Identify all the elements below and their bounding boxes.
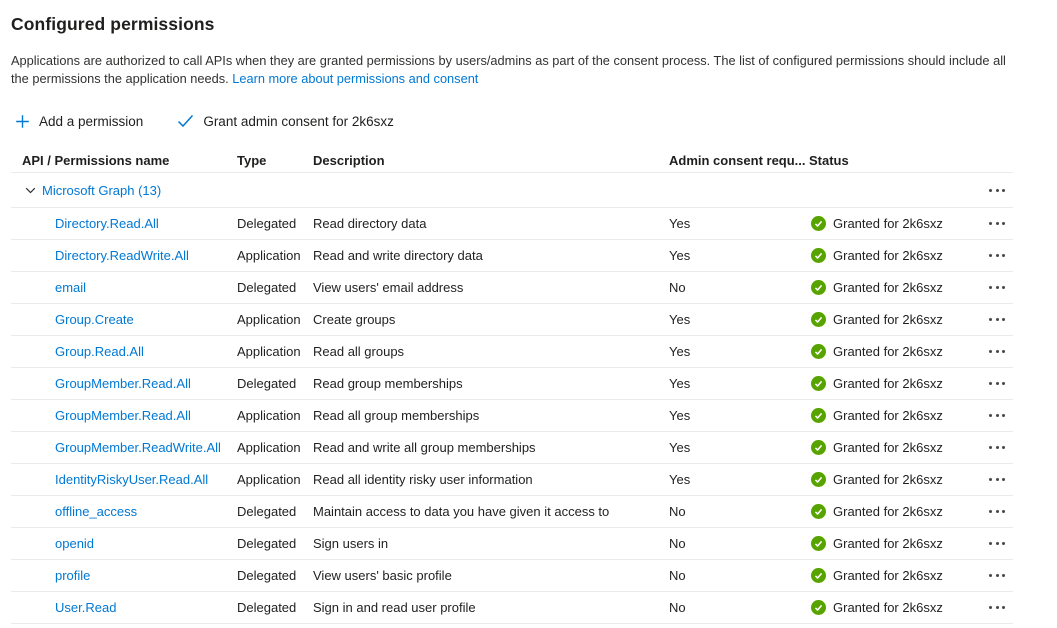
- admin-consent-required: Yes: [669, 376, 691, 391]
- row-menu-cell: [981, 504, 1013, 519]
- row-menu-cell: [981, 600, 1013, 615]
- command-bar: [11, 109, 1012, 133]
- ellipsis-icon[interactable]: [985, 568, 1009, 583]
- table-row: [11, 592, 1013, 624]
- admin-consent-required: Yes: [669, 248, 691, 263]
- ellipsis-icon[interactable]: [985, 472, 1009, 487]
- plus-icon: [15, 114, 30, 129]
- ellipsis-icon[interactable]: [985, 280, 1009, 295]
- row-menu-cell: [981, 440, 1013, 455]
- table-row: [11, 464, 1013, 496]
- chevron-down-icon[interactable]: [22, 182, 39, 199]
- permission-name-cell: [11, 504, 237, 519]
- permission-name-cell: [11, 376, 237, 391]
- col-header-description[interactable]: Description: [313, 152, 385, 168]
- ellipsis-icon[interactable]: [985, 376, 1009, 391]
- status-cell: [809, 440, 981, 455]
- row-menu-cell: [981, 216, 1013, 231]
- status-badge: Granted for 2k6sxz: [833, 440, 943, 455]
- admin-consent-required: Yes: [669, 216, 691, 231]
- permission-type: Delegated: [237, 536, 297, 551]
- admin-consent-required: Yes: [669, 344, 691, 359]
- status-cell: [809, 504, 981, 519]
- page-title: Configured permissions: [11, 14, 215, 34]
- api-group-row-microsoft-graph: [11, 173, 1013, 208]
- table-row: [11, 432, 1013, 464]
- granted-check-icon: [811, 440, 826, 455]
- status-cell: [809, 472, 981, 487]
- admin-consent-required: No: [669, 536, 686, 551]
- granted-check-icon: [811, 248, 826, 263]
- group-menu-cell: [981, 183, 1013, 198]
- granted-check-icon: [811, 536, 826, 551]
- admin-consent-required: No: [669, 600, 686, 615]
- admin-consent-required: No: [669, 504, 686, 519]
- ellipsis-icon[interactable]: [985, 536, 1009, 551]
- col-header-name[interactable]: API / Permissions name: [22, 152, 170, 168]
- group-name-cell: [11, 182, 981, 199]
- status-badge: Granted for 2k6sxz: [833, 504, 943, 519]
- permission-type: Application: [237, 312, 301, 327]
- status-cell: [809, 536, 981, 551]
- permission-name-link[interactable]: Group.Create: [55, 312, 134, 327]
- permission-type: Application: [237, 440, 301, 455]
- status-badge: Granted for 2k6sxz: [833, 312, 943, 327]
- admin-consent-required: Yes: [669, 408, 691, 423]
- admin-consent-required: No: [669, 280, 686, 295]
- granted-check-icon: [811, 504, 826, 519]
- admin-consent-required: No: [669, 568, 686, 583]
- table-header-row: [11, 148, 1013, 173]
- granted-check-icon: [811, 600, 826, 615]
- permission-type: Delegated: [237, 216, 297, 231]
- status-badge: Granted for 2k6sxz: [833, 344, 943, 359]
- row-menu-cell: [981, 312, 1013, 327]
- permission-name-link[interactable]: GroupMember.Read.All: [55, 408, 191, 423]
- permission-type: Delegated: [237, 568, 297, 583]
- status-badge: Granted for 2k6sxz: [833, 568, 943, 583]
- ellipsis-icon[interactable]: [985, 216, 1009, 231]
- permission-name-link[interactable]: GroupMember.ReadWrite.All: [55, 440, 221, 455]
- table-row: [11, 400, 1013, 432]
- admin-consent-required: Yes: [669, 472, 691, 487]
- description-text: Applications are authorized to call APIs when they are granted permissions by users/admins as part of the consent process. The list of configured permissions should include all the permissions the application needs.: [11, 53, 1006, 86]
- table-row: [11, 368, 1013, 400]
- grant-admin-consent-label: Grant admin consent for 2k6sxz: [203, 113, 394, 129]
- col-header-status[interactable]: Status: [809, 152, 849, 168]
- permissions-description: [11, 52, 1011, 88]
- status-badge: Granted for 2k6sxz: [833, 536, 943, 551]
- col-header-type[interactable]: Type: [237, 152, 267, 168]
- row-menu-cell: [981, 248, 1013, 263]
- permission-name-cell: [11, 472, 237, 487]
- permission-description: Read and write all group memberships: [313, 440, 536, 455]
- permission-name-link[interactable]: GroupMember.Read.All: [55, 376, 191, 391]
- permission-name-link[interactable]: Directory.ReadWrite.All: [55, 248, 189, 263]
- learn-more-link[interactable]: Learn more about permissions and consent: [232, 71, 479, 86]
- permission-name-link[interactable]: IdentityRiskyUser.Read.All: [55, 472, 209, 487]
- ellipsis-icon[interactable]: [985, 248, 1009, 263]
- grant-admin-consent-button[interactable]: [173, 114, 398, 129]
- permission-name-link[interactable]: Directory.Read.All: [55, 216, 159, 231]
- permission-type: Delegated: [237, 504, 297, 519]
- permission-name-cell: [11, 600, 237, 615]
- status-cell: [809, 248, 981, 263]
- permission-type: Delegated: [237, 600, 297, 615]
- permission-description: Sign users in: [313, 536, 389, 551]
- granted-check-icon: [811, 280, 826, 295]
- col-header-admin-consent[interactable]: Admin consent requ...: [669, 152, 806, 168]
- permission-name-link[interactable]: Group.Read.All: [55, 344, 144, 359]
- table-row: [11, 208, 1013, 240]
- check-icon: [177, 114, 194, 128]
- status-cell: [809, 568, 981, 583]
- permission-name-link[interactable]: User.Read: [55, 600, 117, 615]
- permission-name-cell: [11, 536, 237, 551]
- permission-name-cell: [11, 280, 237, 295]
- permission-description: Read all identity risky user information: [313, 472, 533, 487]
- permission-type: Delegated: [237, 280, 297, 295]
- status-cell: [809, 312, 981, 327]
- status-cell: [809, 216, 981, 231]
- table-row: [11, 496, 1013, 528]
- permission-name-cell: [11, 344, 237, 359]
- ellipsis-icon[interactable]: [985, 312, 1009, 327]
- granted-check-icon: [811, 216, 826, 231]
- status-badge: Granted for 2k6sxz: [833, 408, 943, 423]
- granted-check-icon: [811, 568, 826, 583]
- permission-description: Read directory data: [313, 216, 427, 231]
- status-cell: [809, 408, 981, 423]
- row-menu-cell: [981, 280, 1013, 295]
- status-cell: [809, 600, 981, 615]
- permission-type: Application: [237, 408, 301, 423]
- permission-type: Application: [237, 248, 301, 263]
- status-cell: [809, 376, 981, 391]
- permission-name-link[interactable]: openid: [55, 536, 95, 551]
- table-row: [11, 528, 1013, 560]
- table-row: [11, 560, 1013, 592]
- permission-name-link[interactable]: email: [55, 280, 87, 295]
- permission-name-link[interactable]: offline_access: [55, 504, 138, 519]
- permission-type: Application: [237, 472, 301, 487]
- permission-name-cell: [11, 408, 237, 423]
- granted-check-icon: [811, 312, 826, 327]
- granted-check-icon: [811, 408, 826, 423]
- granted-check-icon: [811, 376, 826, 391]
- permission-description: Read group memberships: [313, 376, 463, 391]
- permission-name-cell: [11, 216, 237, 231]
- permission-description: Read all group memberships: [313, 408, 480, 423]
- ellipsis-icon[interactable]: [985, 440, 1009, 455]
- row-menu-cell: [981, 568, 1013, 583]
- table-row: [11, 336, 1013, 368]
- permissions-table: [11, 148, 1013, 624]
- ellipsis-icon[interactable]: [985, 504, 1009, 519]
- permission-name-cell: [11, 248, 237, 263]
- permission-name-cell: [11, 568, 237, 583]
- row-menu-cell: [981, 472, 1013, 487]
- admin-consent-required: Yes: [669, 440, 691, 455]
- permission-type: Delegated: [237, 376, 297, 391]
- status-badge: Granted for 2k6sxz: [833, 472, 943, 487]
- group-name-link[interactable]: Microsoft Graph (13): [42, 182, 162, 198]
- permission-type: Application: [237, 344, 301, 359]
- ellipsis-icon[interactable]: [985, 408, 1009, 423]
- ellipsis-icon[interactable]: [985, 344, 1009, 359]
- permissions-rows: [11, 208, 1013, 624]
- row-menu-cell: [981, 408, 1013, 423]
- permission-description: Maintain access to data you have given it access to: [313, 504, 610, 519]
- add-permission-button[interactable]: [11, 114, 147, 129]
- status-cell: [809, 344, 981, 359]
- status-badge: Granted for 2k6sxz: [833, 248, 943, 263]
- permission-name-cell: [11, 440, 237, 455]
- table-row: [11, 240, 1013, 272]
- ellipsis-icon[interactable]: [985, 600, 1009, 615]
- ellipsis-icon[interactable]: [985, 183, 1009, 198]
- permission-description: Read and write directory data: [313, 248, 483, 263]
- status-badge: Granted for 2k6sxz: [833, 216, 943, 231]
- permission-name-link[interactable]: profile: [55, 568, 91, 583]
- table-row: [11, 304, 1013, 336]
- permission-description: Sign in and read user profile: [313, 600, 476, 615]
- granted-check-icon: [811, 472, 826, 487]
- permission-description: View users' basic profile: [313, 568, 452, 583]
- permission-description: Read all groups: [313, 344, 405, 359]
- status-badge: Granted for 2k6sxz: [833, 280, 943, 295]
- status-badge: Granted for 2k6sxz: [833, 376, 943, 391]
- permission-description: Create groups: [313, 312, 396, 327]
- status-cell: [809, 280, 981, 295]
- admin-consent-required: Yes: [669, 312, 691, 327]
- permission-name-cell: [11, 312, 237, 327]
- table-row: [11, 272, 1013, 304]
- row-menu-cell: [981, 344, 1013, 359]
- row-menu-cell: [981, 536, 1013, 551]
- granted-check-icon: [811, 344, 826, 359]
- row-menu-cell: [981, 376, 1013, 391]
- add-permission-label: Add a permission: [39, 113, 144, 129]
- status-badge: Granted for 2k6sxz: [833, 600, 943, 615]
- permission-description: View users' email address: [313, 280, 464, 295]
